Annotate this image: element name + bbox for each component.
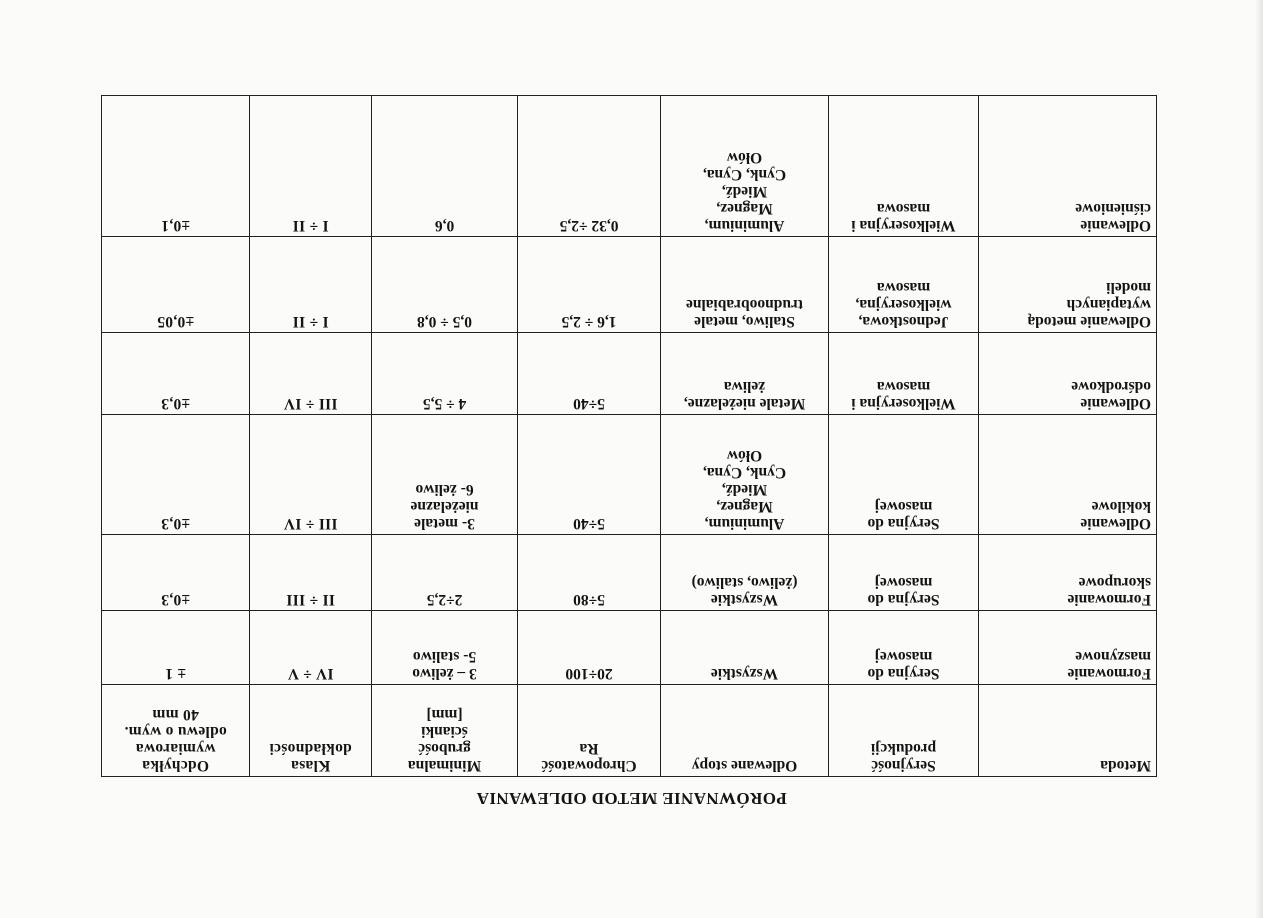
table-cell: I ÷ II	[250, 237, 372, 333]
table-cell: ±0,1	[102, 96, 250, 237]
table-cell: III ÷ IV	[250, 415, 372, 535]
table-row	[102, 96, 1157, 237]
header-cell: Minimalna grubość ścianki [mm]	[372, 685, 518, 777]
table-cell: Seryjna do masowej	[829, 415, 979, 535]
table-row	[102, 535, 1157, 611]
table-cell: Odlewanie odśrodkowe	[979, 333, 1157, 415]
table-row	[102, 237, 1157, 333]
table-cell: ±0,3	[102, 535, 250, 611]
table-cell: Aluminium, Magnez, Miedź, Cynk, Cyna, Ołów	[661, 96, 829, 237]
table-cell: 1,6 ÷ 2,5	[518, 237, 661, 333]
table-cell: II ÷ III	[250, 535, 372, 611]
table-cell: 0,32 ÷2,5	[518, 96, 661, 237]
header-cell: Seryjność produkcji	[829, 685, 979, 777]
table-cell: 5÷40	[518, 333, 661, 415]
table-cell: Wielkoseryjna i masowa	[829, 333, 979, 415]
table-cell: I ÷ II	[250, 96, 372, 237]
table-row	[102, 415, 1157, 535]
table-cell: 0,5 ÷ 0,8	[372, 237, 518, 333]
table-cell: 5÷40	[518, 415, 661, 535]
table-cell: Odlewanie metodą wytapianych modeli	[979, 237, 1157, 333]
table-cell: Formowanie maszynowe	[979, 611, 1157, 685]
scan-edge-shadow	[1255, 0, 1263, 918]
table-cell: 0,6	[372, 96, 518, 237]
table-cell: IV ÷ V	[250, 611, 372, 685]
table-cell: Staliwo, metale trudnoobrabialne	[661, 237, 829, 333]
document-title: PORÓWNANIE METOD ODLEWANIA	[476, 789, 787, 808]
table-row	[102, 333, 1157, 415]
table-cell: ± 1	[102, 611, 250, 685]
table-cell: Odlewanie kokilowe	[979, 415, 1157, 535]
header-cell: Metoda	[979, 685, 1157, 777]
table-cell: ±0,3	[102, 415, 250, 535]
table-cell: Jednostkowa, wielkoseryjna, masowa	[829, 237, 979, 333]
table-cell: 3 – żeliwo 5- staliwo	[372, 611, 518, 685]
table-cell: ±0,3	[102, 333, 250, 415]
comparison-table-wrapper	[102, 96, 1157, 777]
table-cell: III ÷ IV	[250, 333, 372, 415]
header-cell: Klasa dokładności	[250, 685, 372, 777]
header-cell: Odchyłka wymiarowa odlewu o wym. 40 mm	[102, 685, 250, 777]
table-row	[102, 611, 1157, 685]
header-cell: Odlewane stopy	[661, 685, 829, 777]
table-cell: Wszystkie	[661, 611, 829, 685]
table-cell: 2÷2,5	[372, 535, 518, 611]
table-cell: 4 ÷ 5,5	[372, 333, 518, 415]
table-cell: Wielkoseryjna i masowa	[829, 96, 979, 237]
table-cell: ±0,05	[102, 237, 250, 333]
table-cell: 5÷80	[518, 535, 661, 611]
table-cell: Wszystkie (żeliwo, staliwo)	[661, 535, 829, 611]
casting-methods-table	[101, 95, 1157, 777]
table-cell: 3- metale nieżelazne 6- żeliwo	[372, 415, 518, 535]
table-cell: Aluminium, Magnez, Miedź, Cynk, Cyna, Ołów	[661, 415, 829, 535]
table-cell: Seryjna do masowej	[829, 535, 979, 611]
table-cell: Odlewanie ciśnieniowe	[979, 96, 1157, 237]
table-cell: Formowanie skorupowe	[979, 535, 1157, 611]
table-header-row	[102, 685, 1157, 777]
header-cell: Chropowatość Ra	[518, 685, 661, 777]
table-cell: 20÷100	[518, 611, 661, 685]
table-cell: Seryjna do masowej	[829, 611, 979, 685]
table-cell: Metale nieżelazne, żeliwa	[661, 333, 829, 415]
